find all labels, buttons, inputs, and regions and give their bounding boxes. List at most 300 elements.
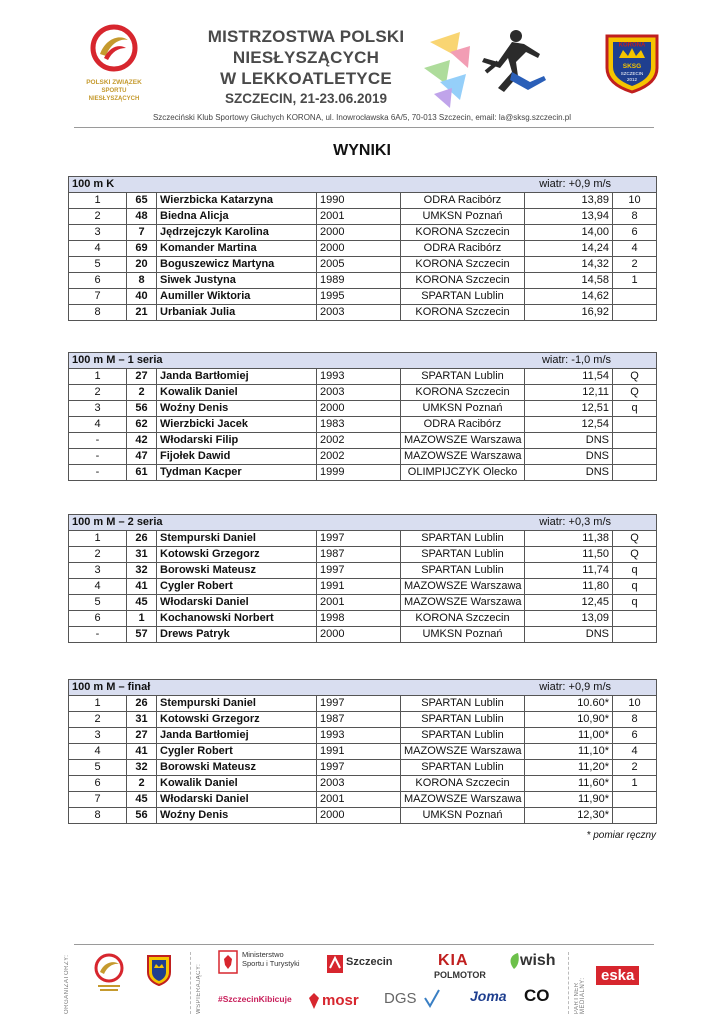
korona-logo-abbr: SKSG	[622, 63, 642, 70]
place-cell: -	[69, 627, 127, 643]
place-cell: 5	[69, 595, 127, 611]
wind-reading: wiatr: -1,0 m/s	[541, 354, 612, 366]
athlete-name-cell: Cygler Robert	[157, 744, 317, 760]
table-row	[69, 433, 657, 449]
table-row	[69, 449, 657, 465]
birth-year-cell: 2000	[317, 808, 401, 824]
label-organizers: ORGANIZATORZY:	[64, 954, 70, 1014]
place-cell: 3	[69, 728, 127, 744]
points-cell: q	[613, 579, 657, 595]
athlete-name-cell: Włodarski Daniel	[157, 792, 317, 808]
athlete-name-cell: Woźny Denis	[157, 808, 317, 824]
athlete-name-cell: Wierzbicka Katarzyna	[157, 193, 317, 209]
birth-year-cell: 1999	[317, 465, 401, 481]
label-supporters: WSPIERAJĄCY:	[196, 963, 202, 1014]
club-cell: KORONA Szczecin	[401, 611, 525, 627]
event-date: SZCZECIN, 21-23.06.2019	[224, 91, 388, 106]
bib-cell: 42	[127, 433, 157, 449]
place-cell: 2	[69, 712, 127, 728]
event-name: 100 m M – 1 seria	[72, 354, 163, 366]
result-cell: DNS	[525, 627, 613, 643]
table-row	[69, 225, 657, 241]
birth-year-cell: 1991	[317, 744, 401, 760]
athlete-name-cell: Kowalik Daniel	[157, 776, 317, 792]
club-cell: KORONA Szczecin	[401, 257, 525, 273]
result-cell: 11,74	[525, 563, 613, 579]
points-cell	[613, 611, 657, 627]
results-table	[68, 679, 657, 824]
table-row	[69, 369, 657, 385]
place-cell: -	[69, 465, 127, 481]
athlete-name-cell: Biedna Alicja	[157, 209, 317, 225]
table-row	[69, 417, 657, 433]
points-cell	[613, 792, 657, 808]
points-cell: 10	[613, 193, 657, 209]
result-cell: 14,00	[525, 225, 613, 241]
table-row	[69, 241, 657, 257]
place-cell: 3	[69, 225, 127, 241]
birth-year-cell: 1997	[317, 696, 401, 712]
birth-year-cell: 2001	[317, 792, 401, 808]
table-row	[69, 744, 657, 760]
table-row	[69, 728, 657, 744]
bib-cell: 62	[127, 417, 157, 433]
ministry-line-2: Sportu i Turystyki	[242, 959, 300, 968]
wind-reading: wiatr: +0,9 m/s	[539, 681, 612, 693]
points-cell	[613, 465, 657, 481]
athlete-name-cell: Urbaniak Julia	[157, 305, 317, 321]
wind-reading: wiatr: +0,3 m/s	[539, 516, 612, 528]
place-cell: 1	[69, 531, 127, 547]
bib-cell: 45	[127, 792, 157, 808]
result-cell: 12,45	[525, 595, 613, 611]
bib-cell: 32	[127, 563, 157, 579]
result-cell: 11,10*	[525, 744, 613, 760]
points-cell: 8	[613, 712, 657, 728]
event-name: 100 m M – finał	[72, 681, 151, 693]
table-row	[69, 696, 657, 712]
points-cell: 6	[613, 225, 657, 241]
points-cell: Q	[613, 369, 657, 385]
birth-year-cell: 1998	[317, 611, 401, 627]
birth-year-cell: 1997	[317, 563, 401, 579]
results-table	[68, 514, 657, 643]
points-cell: 4	[613, 744, 657, 760]
athlete-name-cell: Stempurski Daniel	[157, 531, 317, 547]
table-row	[69, 209, 657, 225]
athlete-name-cell: Fijołek Dawid	[157, 449, 317, 465]
radio-logo-text: eska	[596, 966, 639, 985]
city-logo-text: Szczecin	[346, 956, 393, 968]
place-cell: 2	[69, 209, 127, 225]
mosr-logo-text: mosr	[322, 992, 359, 1009]
footer-korona-logo-icon	[146, 954, 172, 991]
bib-cell: 2	[127, 776, 157, 792]
bib-cell: 65	[127, 193, 157, 209]
title-line-2: NIESŁYSZĄCYCH	[232, 48, 380, 67]
club-cell: SPARTAN Lublin	[401, 696, 525, 712]
result-cell: 10.60*	[525, 696, 613, 712]
event-name: 100 m K	[72, 178, 115, 190]
birth-year-cell: 2003	[317, 776, 401, 792]
points-cell	[613, 305, 657, 321]
mosr-logo-icon	[308, 992, 320, 1015]
place-cell: 6	[69, 611, 127, 627]
table-row	[69, 465, 657, 481]
event-header-cell	[69, 515, 657, 531]
birth-year-cell: 1995	[317, 289, 401, 305]
table-row	[69, 547, 657, 563]
bib-cell: 27	[127, 369, 157, 385]
footer-pzsn-logo-icon	[92, 952, 126, 997]
points-cell: 10	[613, 696, 657, 712]
club-cell: SPARTAN Lublin	[401, 289, 525, 305]
title-line-1: MISTRZOSTWA POLSKI	[207, 27, 405, 46]
bib-cell: 31	[127, 547, 157, 563]
bib-cell: 7	[127, 225, 157, 241]
dgs-check-icon	[424, 988, 440, 1013]
club-cell: SPARTAN Lublin	[401, 712, 525, 728]
table-row	[69, 611, 657, 627]
pzsn-logo	[76, 24, 152, 103]
club-cell: MAZOWSZE Warszawa	[401, 449, 525, 465]
athlete-name-cell: Siwek Justyna	[157, 273, 317, 289]
result-cell: 11,60*	[525, 776, 613, 792]
place-cell: 1	[69, 369, 127, 385]
result-cell: 11,00*	[525, 728, 613, 744]
result-cell: 11,20*	[525, 760, 613, 776]
bib-cell: 21	[127, 305, 157, 321]
athlete-name-cell: Tydman Kacper	[157, 465, 317, 481]
place-cell: 7	[69, 792, 127, 808]
event-title	[186, 26, 426, 106]
event-header-row	[69, 680, 657, 696]
bib-cell: 32	[127, 760, 157, 776]
athlete-name-cell: Włodarski Daniel	[157, 595, 317, 611]
points-cell: 6	[613, 728, 657, 744]
points-cell: q	[613, 563, 657, 579]
points-cell: q	[613, 595, 657, 611]
place-cell: 4	[69, 744, 127, 760]
table-row	[69, 627, 657, 643]
birth-year-cell: 2000	[317, 225, 401, 241]
birth-year-cell: 1993	[317, 728, 401, 744]
result-cell: 12,51	[525, 401, 613, 417]
table-row	[69, 808, 657, 824]
birth-year-cell: 2000	[317, 241, 401, 257]
result-cell: 11,54	[525, 369, 613, 385]
athlete-name-cell: Cygler Robert	[157, 579, 317, 595]
birth-year-cell: 1993	[317, 369, 401, 385]
result-cell: 12,11	[525, 385, 613, 401]
birth-year-cell: 1983	[317, 417, 401, 433]
ministry-name	[242, 950, 300, 968]
result-cell: 12,30*	[525, 808, 613, 824]
wind-reading: wiatr: +0,9 m/s	[539, 178, 612, 190]
table-row	[69, 595, 657, 611]
label-media: PARTNER MEDIALNY:	[574, 977, 586, 1014]
athlete-name-cell: Woźny Denis	[157, 401, 317, 417]
table-row	[69, 273, 657, 289]
city-hashtag: #SzczecinKibicuje	[218, 994, 292, 1004]
club-cell: ODRA Racibórz	[401, 417, 525, 433]
event-header-cell	[69, 353, 657, 369]
birth-year-cell: 1987	[317, 712, 401, 728]
place-cell: 1	[69, 193, 127, 209]
organizer-address: Szczeciński Klub Sportowy Głuchych KORONA, ul. Inowrocławska 6A/5, 70-013 Szczecin, email: la@sksg.szczecin.pl	[152, 113, 572, 122]
athlete-name-cell: Borowski Mateusz	[157, 563, 317, 579]
pzsn-caption-2: SPORTU NIESŁYSZĄCYCH	[88, 88, 140, 102]
bib-cell: 26	[127, 531, 157, 547]
athlete-name-cell: Boguszewicz Martyna	[157, 257, 317, 273]
birth-year-cell: 2000	[317, 401, 401, 417]
footer-separator	[568, 952, 569, 1014]
place-cell: -	[69, 433, 127, 449]
korona-club-logo	[603, 32, 661, 94]
pzsn-emblem-icon	[90, 24, 138, 72]
bib-cell: 41	[127, 744, 157, 760]
result-cell: DNS	[525, 433, 613, 449]
szczecin-logo-icon	[326, 954, 344, 979]
result-cell: 11,38	[525, 531, 613, 547]
points-cell: 2	[613, 760, 657, 776]
birth-year-cell: 2002	[317, 433, 401, 449]
table-row	[69, 712, 657, 728]
results-table	[68, 176, 657, 321]
place-cell: 4	[69, 241, 127, 257]
birth-year-cell: 1990	[317, 193, 401, 209]
result-cell: 14,32	[525, 257, 613, 273]
result-cell: 16,92	[525, 305, 613, 321]
result-cell: 14,58	[525, 273, 613, 289]
event-header-row	[69, 515, 657, 531]
club-cell: SPARTAN Lublin	[401, 547, 525, 563]
birth-year-cell: 1991	[317, 579, 401, 595]
bib-cell: 57	[127, 627, 157, 643]
bib-cell: 48	[127, 209, 157, 225]
runner-graphic-icon	[420, 22, 550, 110]
place-cell: 7	[69, 289, 127, 305]
birth-year-cell: 1987	[317, 547, 401, 563]
joma-logo-text: Joma	[470, 988, 507, 1004]
results-table	[68, 352, 657, 481]
athlete-name-cell: Borowski Mateusz	[157, 760, 317, 776]
polmotor-text: POLMOTOR	[434, 970, 486, 980]
points-cell	[613, 417, 657, 433]
points-cell	[613, 627, 657, 643]
bib-cell: 69	[127, 241, 157, 257]
bib-cell: 2	[127, 385, 157, 401]
place-cell: 8	[69, 808, 127, 824]
kia-logo-text: KIA	[438, 952, 469, 969]
birth-year-cell: 2005	[317, 257, 401, 273]
result-cell: 11,50	[525, 547, 613, 563]
club-cell: UMKSN Poznań	[401, 808, 525, 824]
bib-cell: 47	[127, 449, 157, 465]
points-cell: 2	[613, 257, 657, 273]
result-cell: DNS	[525, 465, 613, 481]
club-cell: SPARTAN Lublin	[401, 531, 525, 547]
club-cell: KORONA Szczecin	[401, 776, 525, 792]
club-cell: ODRA Racibórz	[401, 241, 525, 257]
table-row	[69, 563, 657, 579]
footer-separator	[190, 952, 191, 1014]
bib-cell: 56	[127, 401, 157, 417]
result-cell: 11,90*	[525, 792, 613, 808]
club-cell: UMKSN Poznań	[401, 627, 525, 643]
bib-cell: 20	[127, 257, 157, 273]
birth-year-cell: 2002	[317, 449, 401, 465]
athlete-name-cell: Jędrzejczyk Karolina	[157, 225, 317, 241]
birth-year-cell: 1997	[317, 760, 401, 776]
place-cell: 2	[69, 385, 127, 401]
table-row	[69, 531, 657, 547]
club-cell: MAZOWSZE Warszawa	[401, 433, 525, 449]
korona-logo-name: KORONA	[618, 42, 646, 49]
table-row	[69, 760, 657, 776]
place-cell: -	[69, 449, 127, 465]
result-cell: 10,90*	[525, 712, 613, 728]
bib-cell: 56	[127, 808, 157, 824]
points-cell: 4	[613, 241, 657, 257]
birth-year-cell: 2000	[317, 627, 401, 643]
club-cell: KORONA Szczecin	[401, 225, 525, 241]
result-cell: 11,80	[525, 579, 613, 595]
result-cell: 13,09	[525, 611, 613, 627]
bib-cell: 61	[127, 465, 157, 481]
birth-year-cell: 2001	[317, 595, 401, 611]
athlete-name-cell: Komander Martina	[157, 241, 317, 257]
club-cell: KORONA Szczecin	[401, 305, 525, 321]
bib-cell: 1	[127, 611, 157, 627]
place-cell: 1	[69, 696, 127, 712]
result-cell: 13,89	[525, 193, 613, 209]
points-cell	[613, 433, 657, 449]
club-cell: UMKSN Poznań	[401, 209, 525, 225]
result-cell: 13,94	[525, 209, 613, 225]
club-cell: SPARTAN Lublin	[401, 369, 525, 385]
place-cell: 4	[69, 579, 127, 595]
table-row	[69, 385, 657, 401]
athlete-name-cell: Janda Bartłomiej	[157, 728, 317, 744]
bib-cell: 8	[127, 273, 157, 289]
table-row	[69, 776, 657, 792]
co-logo-text: CO	[524, 986, 550, 1005]
athlete-name-cell: Drews Patryk	[157, 627, 317, 643]
wish-leaf-icon	[508, 952, 520, 975]
footnote: * pomiar ręczny	[586, 830, 656, 841]
athlete-name-cell: Kochanowski Norbert	[157, 611, 317, 627]
points-cell: Q	[613, 531, 657, 547]
athlete-name-cell: Aumiller Wiktoria	[157, 289, 317, 305]
place-cell: 8	[69, 305, 127, 321]
points-cell	[613, 449, 657, 465]
table-row	[69, 401, 657, 417]
club-cell: OLIMPIJCZYK Olecko	[401, 465, 525, 481]
event-header-cell	[69, 680, 657, 696]
birth-year-cell: 2003	[317, 385, 401, 401]
club-cell: MAZOWSZE Warszawa	[401, 744, 525, 760]
club-cell: UMKSN Poznań	[401, 401, 525, 417]
table-row	[69, 193, 657, 209]
points-cell: Q	[613, 547, 657, 563]
bib-cell: 40	[127, 289, 157, 305]
athlete-name-cell: Włodarski Filip	[157, 433, 317, 449]
place-cell: 4	[69, 417, 127, 433]
club-cell: SPARTAN Lublin	[401, 563, 525, 579]
pzsn-caption-1: POLSKI ZWIĄZEK	[86, 79, 142, 86]
table-row	[69, 579, 657, 595]
club-cell: KORONA Szczecin	[401, 385, 525, 401]
header-divider	[74, 127, 654, 128]
club-cell: ODRA Racibórz	[401, 193, 525, 209]
place-cell: 5	[69, 257, 127, 273]
club-cell: SPARTAN Lublin	[401, 760, 525, 776]
club-cell: MAZOWSZE Warszawa	[401, 595, 525, 611]
points-cell: 1	[613, 776, 657, 792]
footer-divider	[74, 944, 654, 945]
result-cell: DNS	[525, 449, 613, 465]
korona-logo-city: SZCZECIN	[620, 71, 644, 76]
bib-cell: 31	[127, 712, 157, 728]
bib-cell: 41	[127, 579, 157, 595]
table-row	[69, 257, 657, 273]
place-cell: 6	[69, 776, 127, 792]
event-header-row	[69, 177, 657, 193]
bib-cell: 26	[127, 696, 157, 712]
result-cell: 12,54	[525, 417, 613, 433]
title-line-3: W LEKKOATLETYCE	[220, 69, 392, 88]
korona-logo-year: 2012	[626, 77, 638, 82]
bib-cell: 27	[127, 728, 157, 744]
place-cell: 3	[69, 563, 127, 579]
birth-year-cell: 2001	[317, 209, 401, 225]
club-cell: MAZOWSZE Warszawa	[401, 579, 525, 595]
place-cell: 3	[69, 401, 127, 417]
ministry-line-1: Ministerstwo	[242, 950, 284, 959]
event-header-cell	[69, 177, 657, 193]
birth-year-cell: 1989	[317, 273, 401, 289]
points-cell	[613, 808, 657, 824]
table-row	[69, 792, 657, 808]
points-cell: Q	[613, 385, 657, 401]
athlete-name-cell: Kotowski Grzegorz	[157, 712, 317, 728]
place-cell: 6	[69, 273, 127, 289]
result-cell: 14,62	[525, 289, 613, 305]
dgs-logo-text: DGS	[384, 990, 417, 1007]
club-cell: MAZOWSZE Warszawa	[401, 792, 525, 808]
points-cell	[613, 289, 657, 305]
event-header-row	[69, 353, 657, 369]
athlete-name-cell: Janda Bartłomiej	[157, 369, 317, 385]
event-name: 100 m M – 2 seria	[72, 516, 163, 528]
bib-cell: 45	[127, 595, 157, 611]
ministry-eagle-icon	[218, 950, 238, 979]
page-title: WYNIKI	[333, 142, 391, 159]
club-cell: SPARTAN Lublin	[401, 728, 525, 744]
birth-year-cell: 2003	[317, 305, 401, 321]
result-cell: 14,24	[525, 241, 613, 257]
place-cell: 5	[69, 760, 127, 776]
place-cell: 2	[69, 547, 127, 563]
points-cell: 1	[613, 273, 657, 289]
page-header	[0, 0, 724, 130]
table-row	[69, 289, 657, 305]
club-cell: KORONA Szczecin	[401, 273, 525, 289]
athlete-name-cell: Stempurski Daniel	[157, 696, 317, 712]
athlete-name-cell: Kowalik Daniel	[157, 385, 317, 401]
birth-year-cell: 1997	[317, 531, 401, 547]
